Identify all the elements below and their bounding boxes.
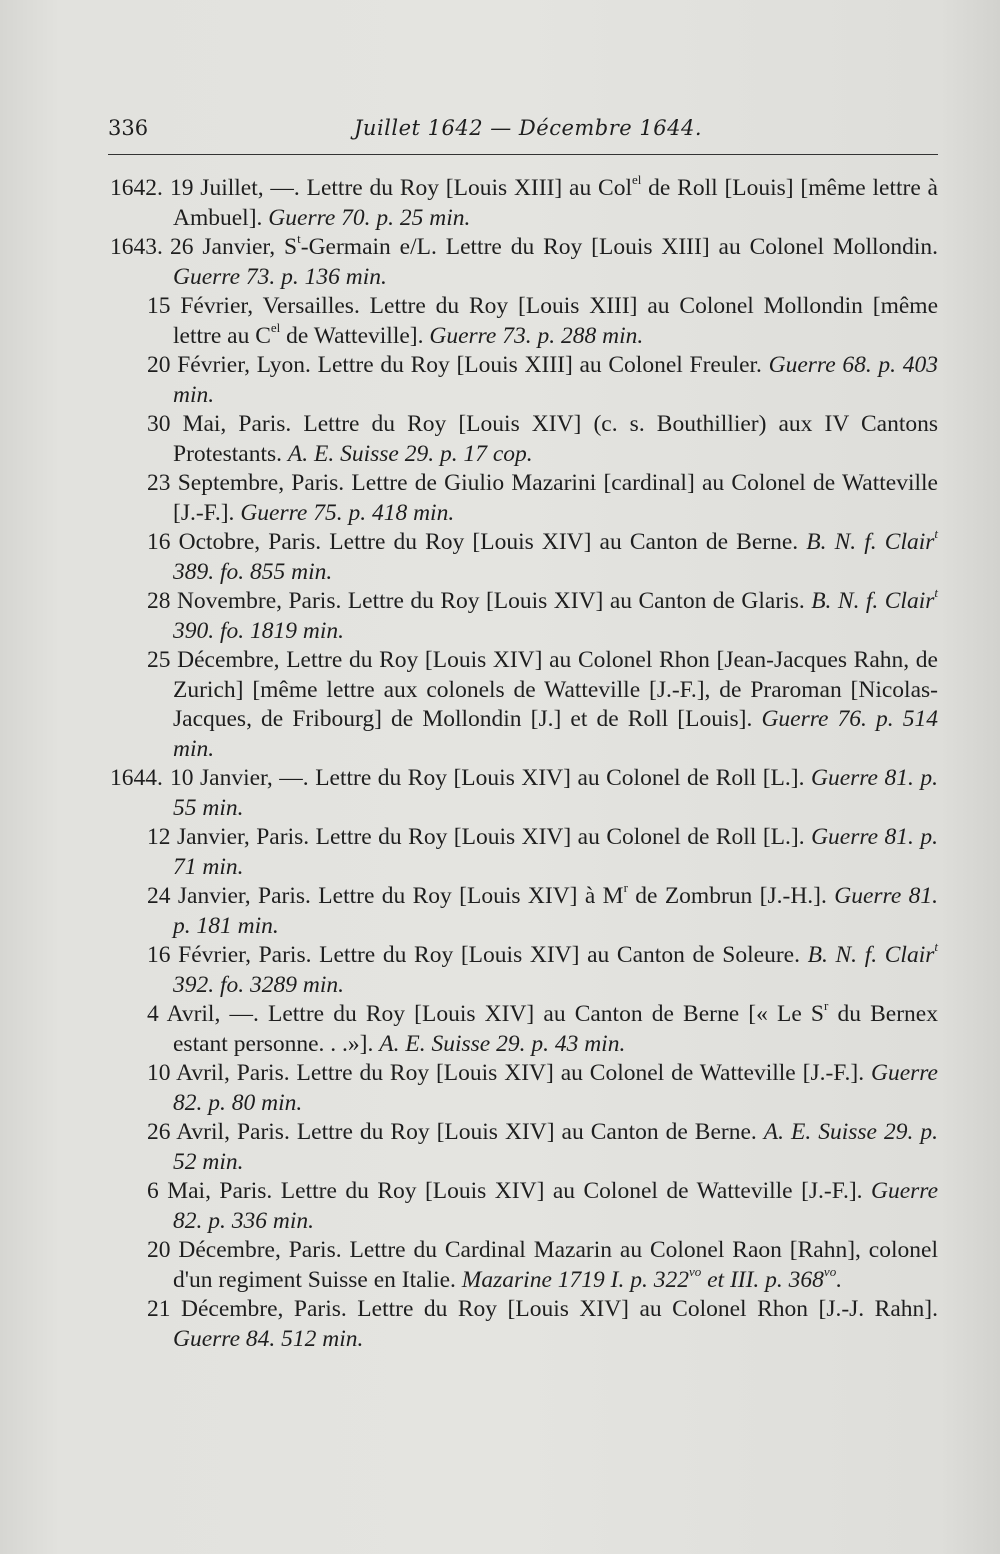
entry-text: Lettre du Roy [Louis XIII] au Colonel Mollondin. [436, 234, 938, 260]
superscript: t [934, 939, 939, 955]
calendar-entry [110, 882, 938, 941]
entry-text: Lettre du Roy [Louis XIV] au Colonel de Roll [L.]. [308, 765, 811, 791]
entry-source [461, 1263, 843, 1293]
calendar-entry [110, 351, 938, 410]
source-part: B. N. f. Clair [811, 588, 935, 614]
entry-source [379, 1031, 625, 1057]
source-part: B. N. f. Clair [806, 529, 935, 555]
superscript: t [297, 231, 301, 247]
superscript: el [631, 172, 642, 188]
entry-date: 26 Janvier, S [170, 234, 298, 260]
calendar-entry [110, 1000, 938, 1059]
entry-date: 20 Février, Lyon. [147, 352, 311, 378]
entry-text: Lettre du Roy [Louis XIII] au Colonel Freuler. [310, 352, 769, 378]
calendar-entry [110, 1118, 938, 1177]
entry-text: Lettre du Roy [Louis XIV] au Colonel Rhon [Jean-Jacques Rahn, de Zurich] [même lettre aux colonels de Watteville [J.-F.], de Praroman [Nicolas-Jacques, de Fribourg] de Mollondin [J.] et de Roll [Louis]. [173, 647, 938, 732]
entry-text: Lettre du Roy [Louis XIV] à M [310, 883, 624, 909]
entry-source [268, 205, 470, 231]
calendar-entry [110, 1177, 938, 1236]
source-part: Guerre 75. p. 418 min. [240, 499, 455, 526]
superscript: vo [688, 1263, 702, 1279]
calendar-entry [110, 1236, 938, 1295]
source-part: Guerre 82. p. 80 min. [173, 1060, 938, 1116]
entry-date: 16 Octobre, Paris. [147, 529, 322, 555]
calendar-entry [110, 528, 938, 587]
source-part: 389. fo. 855 min. [173, 558, 333, 585]
superscript: vo [823, 1263, 837, 1279]
entry-source [429, 323, 643, 349]
entry-year: 1642. [110, 175, 163, 201]
calendar-entry [110, 823, 938, 882]
entry-text: Lettre du Roy [Louis XIV] au Canton de Berne. [321, 529, 807, 555]
source-part: 392. fo. 3289 min. [173, 971, 345, 998]
entry-source [173, 1326, 363, 1352]
entry-date: 4 Avril, —. [147, 1001, 259, 1027]
source-part: Guerre 84. 512 min. [173, 1325, 364, 1352]
entry-text: Lettre du Roy [Louis XIV] au Canton de Glaris. [341, 588, 812, 614]
source-part: A. E. Suisse 29. p. 52 min. [173, 1119, 938, 1175]
entry-date: 15 Février, Versailles. [147, 293, 360, 319]
entry-text: Lettre du Roy [Louis XIII] au Colonel Mollondin [même lettre au C [173, 293, 938, 349]
entry-text: Lettre du Roy [Louis XIII] au Col [299, 175, 632, 201]
entry-text: du Bernex estant personne. . .»]. [173, 1001, 938, 1057]
entry-date: -Germain e/L. [300, 234, 437, 260]
entry-source [173, 264, 387, 290]
source-part: 390. fo. 1819 min. [173, 617, 345, 644]
entry-text: de Zombrun [J.-H.]. [627, 883, 835, 909]
entry-date: 30 Mai, Paris. [147, 411, 292, 437]
entry-date: 16 Février, Paris. [147, 942, 312, 968]
source-part: A. E. Suisse 29. p. 17 cop. [287, 440, 533, 467]
superscript: el [270, 319, 281, 335]
source-part: Guerre 70. p. 25 min. [268, 204, 471, 231]
source-part: B. N. f. Clair [807, 942, 935, 968]
entry-date: 25 Décembre, [147, 647, 280, 673]
entry-text: de Roll [Louis] [même lettre à Ambuel]. [173, 175, 938, 231]
entry-text: Lettre du Roy [Louis XIV] au Canton de Soleure. [311, 942, 808, 968]
entry-source [240, 500, 454, 526]
source-part: Guerre 81. p. 55 min. [173, 765, 938, 821]
entry-date: 28 Novembre, Paris. [147, 588, 342, 614]
entry-text: Lettre du Roy [Louis XIV] au Colonel de Watteville [J.-F.]. [272, 1178, 871, 1204]
source-part: Guerre 76. p. 514 min. [173, 706, 938, 762]
calendar-entry [110, 941, 938, 1000]
source-part: . [836, 1266, 843, 1293]
calendar-entry [110, 174, 938, 233]
superscript: r [824, 998, 829, 1014]
entry-date: 23 Septembre, Paris. [147, 470, 345, 496]
entry-date: 10 Janvier, —. [170, 765, 309, 791]
entry-date: 10 Avril, Paris. [147, 1060, 290, 1086]
calendar-entry [110, 587, 938, 646]
calendar-entry [110, 469, 938, 528]
source-part: Guerre 81. p. 181 min. [173, 883, 938, 939]
calendar-entry [110, 646, 938, 764]
source-part: Mazarine 1719 I. p. 322 [461, 1266, 689, 1293]
calendar-entry [110, 233, 938, 292]
entry-text: Lettre du Roy [Louis XIV] au Colonel de Roll [L.]. [309, 824, 812, 850]
entry-list [110, 174, 938, 1354]
calendar-entry [110, 1295, 938, 1354]
entry-date: 24 Janvier, Paris. [147, 883, 311, 909]
entry-text: Lettre du Roy [Louis XIV] au Canton de Berne [« Le S [258, 1001, 824, 1027]
entry-date: 19 Juillet, —. [170, 175, 300, 201]
entry-date: 26 Avril, Paris. [147, 1119, 290, 1145]
entry-date: 6 Mai, Paris. [147, 1178, 273, 1204]
calendar-entry [110, 764, 938, 823]
calendar-entry [110, 410, 938, 469]
entry-text: Lettre du Roy [Louis XIV] au Colonel Rhon [J.-J. Rahn]. [346, 1296, 938, 1322]
entry-year: 1643. [110, 234, 163, 260]
superscript: t [934, 526, 939, 542]
entry-date: 21 Décembre, Paris. [147, 1296, 347, 1322]
superscript: r [623, 880, 628, 896]
entry-text: Lettre de Giulio Mazarini [cardinal] au Colonel de Watteville [J.-F.]. [173, 470, 938, 526]
source-part: Guerre 81. p. 71 min. [173, 824, 939, 880]
calendar-entry [110, 1059, 938, 1118]
entry-text: Lettre du Cardinal Mazarin au Colonel Raon [Rahn], colonel d'un regiment Suisse en Italie. [173, 1237, 938, 1293]
entry-year: 1644. [110, 765, 163, 791]
entry-date: 12 Janvier, Paris. [147, 824, 310, 850]
entry-text: Lettre du Roy [Louis XIV] au Canton de Berne. [289, 1119, 764, 1145]
entry-text: Lettre du Roy [Louis XIV] au Colonel de Watteville [J.-F.]. [289, 1060, 871, 1086]
entry-text: Lettre du Roy [Louis XIV] (c. s. Bouthillier) aux IV Cantons Protestants. [173, 411, 938, 467]
entry-text: de Watteville]. [280, 322, 430, 349]
source-part: Guerre 68. p. 403 min. [173, 352, 938, 408]
source-part: A. E. Suisse 29. p. 43 min. [379, 1030, 626, 1057]
entry-date: 20 Décembre, Paris. [147, 1237, 342, 1263]
superscript: t [934, 585, 939, 601]
source-part: et III. p. 368 [701, 1266, 824, 1293]
entry-source [288, 441, 533, 467]
page-number: 336 [108, 116, 149, 140]
source-part: Guerre 73. p. 136 min. [173, 263, 387, 290]
page-header [108, 116, 938, 150]
source-part: Guerre 82. p. 336 min. [173, 1178, 939, 1234]
calendar-entry [110, 292, 938, 351]
header-rule [108, 154, 938, 155]
running-title: Juillet 1642 — Décembre 1644. [354, 116, 702, 140]
source-part: Guerre 73. p. 288 min. [429, 322, 644, 349]
